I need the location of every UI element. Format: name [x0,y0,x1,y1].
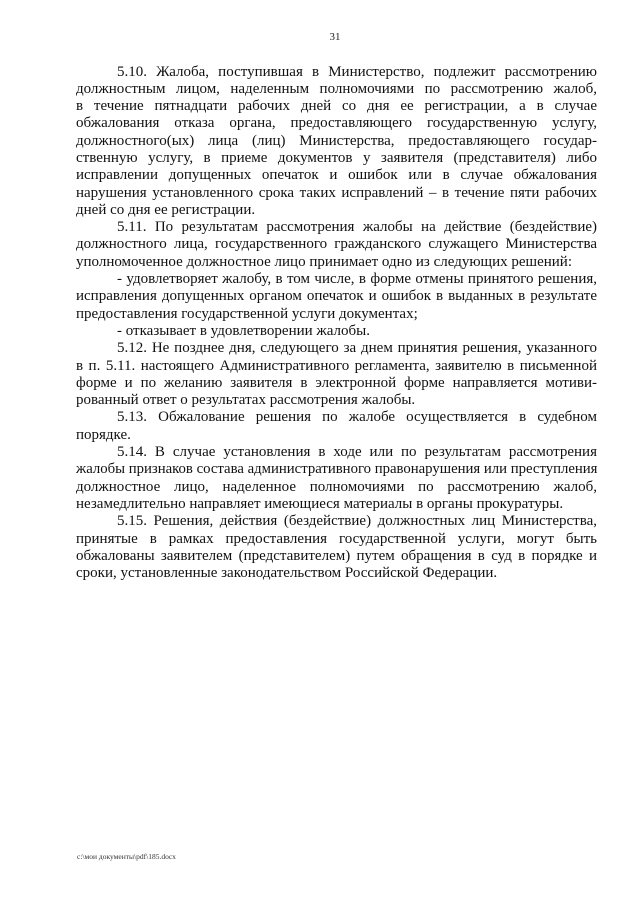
text-line: исправления допущенных органом опечаток и ошибок в выданных в результате [76,288,597,305]
text-line: ственную услугу, в приеме документов у заявителя (представителя) либо [76,149,597,166]
text-line: сроки, установленные законодательством Российской Федерации. [76,565,498,582]
text-line: 5.13. Обжалование решения по жалобе осуществляется в судебном [117,409,597,426]
text-line: принятые в рамках предоставления государственной услуги, могут быть [76,530,597,547]
paragraph [76,340,597,409]
text-line: - удовлетворяет жалобу, в том числе, в форме отмены принятого решения, [117,271,597,288]
paragraph [76,513,597,582]
text-line: 5.11. По результатам рассмотрения жалобы на действие (бездействие) [117,219,597,236]
text-line: рованный ответ о результатах рассмотрения жалобы. [76,392,416,409]
text-line: в течение пятнадцати рабочих дней со дня ее регистрации, а в случае [76,98,597,115]
text-line: в п. 5.11. настоящего Административного регламента, заявителю в письменной [76,357,597,374]
text-line: исправлении допущенных опечаток и ошибок или в случае обжалования [76,167,597,184]
text-line: должностного лица, государственного гражданского служащего Министерства [76,236,597,253]
text-line: обжалования отказа органа, предоставляющего государственную услугу, [76,115,597,132]
text-line: нарушения установленного срока таких исправлений – в течение пяти рабочих [76,184,597,201]
text-line: должностным лицом, наделенным полномочиями по рассмотрению жалоб, [76,80,597,97]
paragraph [76,219,597,271]
text-line: 5.14. В случае установления в ходе или по результатам рассмотрения [117,444,597,461]
paragraph [76,444,597,513]
paragraph [76,64,597,220]
text-line: форме и по желанию заявителя в электронной форме направляется мотиви- [76,374,597,391]
footer-file-path: c:\мои документы\pdf\185.docx [77,852,176,861]
text-line: незамедлительно направляет имеющиеся материалы в органы прокуратуры. [76,495,564,512]
paragraph [76,409,597,444]
text-line: обжалованы заявителем (представителем) путем обращения в суд в порядке и [76,547,597,564]
paragraph [76,271,597,323]
paragraph [76,323,597,340]
text-line: предоставления государственной услуги документах; [76,305,418,322]
text-line: порядке. [76,426,131,443]
page-number: 31 [329,31,341,43]
text-line: 5.12. Не позднее дня, следующего за днем принятия решения, указанного [117,340,597,357]
text-line: 5.10. Жалоба, поступившая в Министерство, подлежит рассмотрению [117,63,597,80]
text-line: 5.15. Решения, действия (бездействие) должностных лиц Министерства, [117,513,597,530]
text-line: дней со дня ее регистрации. [76,201,256,218]
document-body [76,64,597,583]
text-line: жалобы признаков состава административного правонарушения или преступления [76,461,598,478]
text-line: - отказывает в удовлетворении жалобы. [117,322,371,339]
text-line: уполномоченное должностное лицо принимает одно из следующих решений: [76,253,572,270]
text-line: должностного(ых) лица (лиц) Министерства, предоставляющего государ- [76,132,597,149]
text-line: должностное лицо, наделенное полномочиями по рассмотрению жалоб, [76,478,597,495]
